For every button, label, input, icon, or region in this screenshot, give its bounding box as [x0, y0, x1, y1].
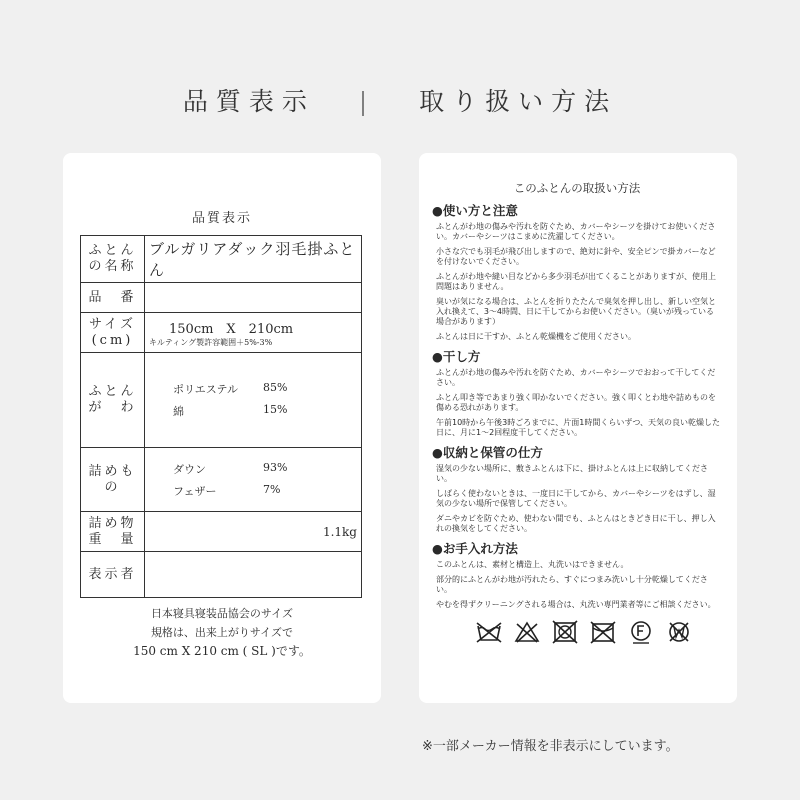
care-paragraph: ふとん叩き等であまり強く叩かないでください。強く叩くとわ地や詰めものを傷める恐れがあります。	[436, 393, 716, 412]
row-key-number: 品 番	[81, 283, 145, 313]
size-value: 150cm X 210cm	[169, 321, 294, 337]
care-paragraph: しばらく使わないときは、一度日に干してから、カバーやシーツをはずし、湿気の少ない場所で保管してください。	[436, 489, 716, 508]
care-paragraph: ふとんがわ地の傷みや汚れを防ぐため、カバーやシーツを掛けてお使いください。カバーやシーツはこまめに洗濯してください。	[436, 222, 716, 241]
table-row	[81, 313, 362, 353]
composition-item: 綿 15%	[173, 403, 288, 418]
care-paragraph: ダニやカビを防ぐため、使わない間でも、ふとんはときどき日に干し、押し入れの換気をしてください。	[436, 514, 716, 533]
care-paragraph: 湿気の少ない場所に、敷きふとんは下に、掛けふとんは上に収納してください。	[436, 464, 708, 483]
header-quality-label: 品質表示	[182, 87, 315, 116]
row-key-weight: 詰め物 重 量	[81, 512, 145, 552]
care-paragraph: ふとんがわ地や縫い目などから多少羽毛が出てくることがありますが、使用上問題はありません。	[436, 272, 716, 291]
care-title: このふとんの取扱い方法	[513, 181, 641, 195]
section-heading: ●干し方	[432, 349, 481, 364]
composition-item: ポリエステル 85%	[173, 381, 288, 396]
no-bleach-icon	[514, 620, 540, 644]
dry-clean-f-icon	[628, 620, 654, 644]
header-separator: |	[358, 87, 376, 116]
row-key-labeler: 表示者	[81, 552, 145, 598]
table-row	[81, 512, 362, 552]
header-care-label: 取り扱い方法	[419, 87, 618, 116]
composition-item: フェザー 7%	[173, 482, 281, 498]
care-paragraph: やむを得ずクリーニングされる場合は、丸洗い専門業者等にご相談ください。	[436, 600, 716, 609]
table-row	[81, 283, 362, 313]
no-line-dry-icon	[590, 620, 616, 644]
care-paragraph: このふとんは、素材と構造上、丸洗いはできません。	[436, 560, 629, 569]
care-paragraph: 午前10時から午後3時ごろまでに、片面1時間くらいずつ、天気の良い乾燥した日に、月に1〜2回程度干してください。	[436, 418, 721, 437]
table-row	[81, 448, 362, 512]
product-name: ブルガリアダック羽毛掛ふとん	[145, 236, 362, 283]
care-paragraph: 臭いが気になる場合は、ふとんを折りたたんで臭気を押し出し、新しい空気と入れ換えて、3〜4時間、日に干してからお使いください。（臭いが残っている場合があります）	[436, 297, 716, 326]
care-content	[432, 180, 722, 644]
table-row	[81, 236, 362, 283]
size-standard-note: 日本寝具寝装品協会のサイズ 規格は、出来上がりサイズで 150 cm X 210 cm ( SL )です。	[133, 607, 311, 658]
label-title: 品質表示	[191, 211, 252, 226]
section-heading: ●収納と保管の仕方	[432, 445, 543, 460]
footnote: ※一部メーカー情報を非表示にしています。	[422, 739, 679, 754]
care-paragraph: ふとんは日に干すか、ふとん乾燥機をご使用ください。	[436, 332, 636, 341]
size-tolerance: キルティング製許容範囲＋5%-3%	[149, 337, 273, 347]
care-paragraph: 部分的にふとんがわ地が汚れたら、すぐにつまみ洗いし十分乾燥してください。	[436, 575, 708, 594]
row-key-filling: 詰めもの	[81, 448, 145, 512]
quality-table	[80, 235, 362, 598]
no-wet-clean-icon	[666, 620, 692, 644]
product-number	[145, 283, 362, 313]
labeler-value	[145, 552, 362, 598]
no-tumble-dry-icon	[552, 620, 578, 644]
table-row	[81, 552, 362, 598]
care-symbols	[476, 620, 722, 644]
table-row	[81, 353, 362, 448]
composition-item: ダウン 93%	[173, 460, 288, 476]
row-key-size: サイズ (cm)	[81, 313, 145, 353]
fill-weight: 1.1kg	[145, 512, 362, 552]
section-heading: ●お手入れ方法	[432, 541, 518, 556]
page-header	[0, 82, 800, 118]
care-paragraph: 小さな穴でも羽毛が飛び出しますので、絶対に針や、安全ピンで掛カバーなどを付けないでください。	[436, 247, 716, 266]
row-key-name: ふとん の名称	[81, 236, 145, 283]
section-heading: ●使い方と注意	[432, 203, 518, 218]
row-key-cover: ふとん が わ	[81, 353, 145, 448]
no-wash-icon	[476, 620, 502, 644]
care-paragraph: ふとんがわ地の傷みや汚れを防ぐため、カバーやシーツでおおって干してください。	[436, 368, 716, 387]
